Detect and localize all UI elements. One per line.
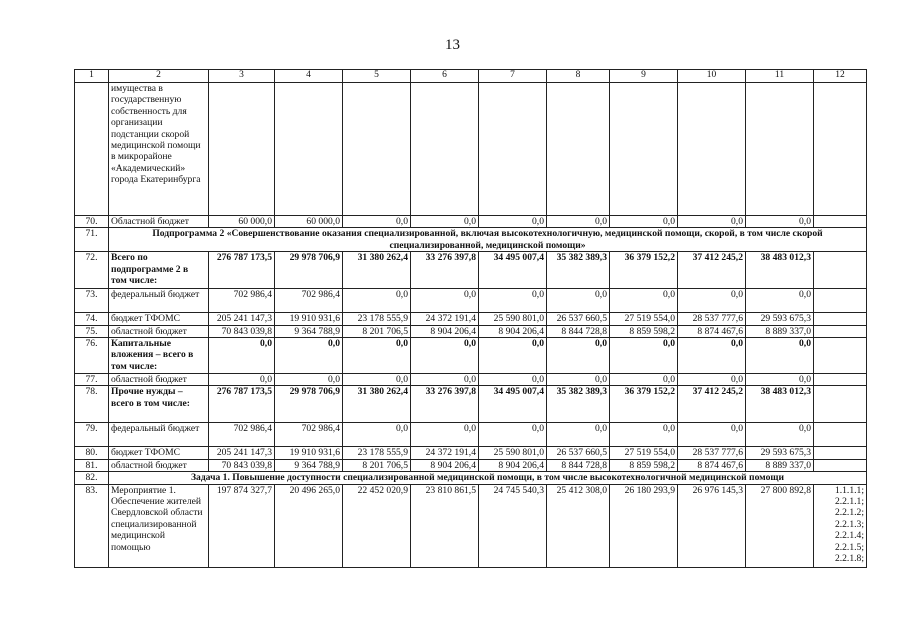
budget-value: 0,0 (746, 374, 814, 386)
budget-value: 24 745 540,3 (479, 484, 547, 567)
budget-value: 29 978 706,9 (275, 252, 343, 289)
empty-cell (678, 83, 746, 216)
budget-value: 35 382 389,3 (547, 252, 610, 289)
column-header-10: 10 (678, 70, 746, 83)
budget-value: 34 495 007,4 (479, 252, 547, 289)
row-number: 80. (75, 447, 109, 459)
budget-value: 23 178 555,9 (343, 447, 411, 459)
row-name: областной бюджет (109, 374, 209, 386)
target-indicator-refs (814, 325, 867, 337)
table-row (75, 447, 867, 459)
budget-value: 26 976 145,3 (678, 484, 746, 567)
budget-value: 205 241 147,3 (209, 313, 275, 325)
budget-value: 0,0 (411, 338, 479, 374)
budget-table (74, 69, 867, 568)
budget-value: 0,0 (275, 338, 343, 374)
budget-value: 26 537 660,5 (547, 313, 610, 325)
budget-value: 0,0 (610, 338, 678, 374)
budget-value: 8 904 206,4 (479, 459, 547, 471)
budget-value: 8 889 337,0 (746, 459, 814, 471)
empty-cell (814, 83, 867, 216)
budget-value: 19 910 931,6 (275, 447, 343, 459)
budget-value: 8 889 337,0 (746, 325, 814, 337)
budget-value: 8 904 206,4 (411, 459, 479, 471)
budget-value: 8 904 206,4 (411, 325, 479, 337)
budget-value: 70 843 039,8 (209, 459, 275, 471)
row-number: 75. (75, 325, 109, 337)
budget-value: 0,0 (479, 289, 547, 313)
budget-value: 205 241 147,3 (209, 447, 275, 459)
row-number: 71. (75, 228, 109, 252)
column-header-3: 3 (209, 70, 275, 83)
budget-value: 8 844 728,8 (547, 459, 610, 471)
budget-value: 0,0 (746, 338, 814, 374)
empty-cell (209, 83, 275, 216)
budget-value: 28 537 777,6 (678, 313, 746, 325)
budget-value: 27 800 892,8 (746, 484, 814, 567)
budget-value: 0,0 (411, 216, 479, 228)
table-row (75, 325, 867, 337)
budget-value: 8 874 467,6 (678, 459, 746, 471)
budget-value: 0,0 (678, 338, 746, 374)
budget-value: 28 537 777,6 (678, 447, 746, 459)
budget-value: 0,0 (343, 216, 411, 228)
budget-value: 31 380 262,4 (343, 386, 411, 423)
budget-value: 8 904 206,4 (479, 325, 547, 337)
row-number: 78. (75, 386, 109, 423)
budget-value: 29 593 675,3 (746, 447, 814, 459)
page-number: 13 (445, 37, 460, 53)
budget-value: 0,0 (343, 374, 411, 386)
budget-value: 33 276 397,8 (411, 252, 479, 289)
table-row (75, 386, 867, 423)
row-name: Мероприятие 1. Обеспечение жителей Свердловской области специализированной медицинской помощью (109, 484, 209, 567)
budget-value: 8 201 706,5 (343, 325, 411, 337)
column-header-7: 7 (479, 70, 547, 83)
budget-value: 0,0 (479, 338, 547, 374)
budget-value: 36 379 152,2 (610, 252, 678, 289)
budget-value: 8 201 706,5 (343, 459, 411, 471)
column-header-row (75, 70, 867, 83)
budget-value: 0,0 (678, 423, 746, 447)
budget-value: 36 379 152,2 (610, 386, 678, 423)
budget-value: 0,0 (343, 289, 411, 313)
table-row (75, 459, 867, 471)
target-indicator-refs (814, 423, 867, 447)
row-name: Прочие нужды – всего в том числе: (109, 386, 209, 423)
continued-row (75, 83, 867, 216)
budget-value: 0,0 (610, 423, 678, 447)
table-row (75, 289, 867, 313)
budget-value: 9 364 788,9 (275, 459, 343, 471)
empty-cell (547, 83, 610, 216)
budget-value: 0,0 (678, 289, 746, 313)
budget-value: 33 276 397,8 (411, 386, 479, 423)
budget-value: 31 380 262,4 (343, 252, 411, 289)
table-row (75, 423, 867, 447)
budget-value: 0,0 (547, 338, 610, 374)
budget-value: 0,0 (610, 374, 678, 386)
budget-value: 24 372 191,4 (411, 447, 479, 459)
budget-value: 0,0 (547, 374, 610, 386)
budget-value: 276 787 173,5 (209, 386, 275, 423)
empty-cell (411, 83, 479, 216)
table-row (75, 338, 867, 374)
row-name: федеральный бюджет (109, 289, 209, 313)
row-name: Капитальные вложения – всего в том числе: (109, 338, 209, 374)
budget-value: 0,0 (209, 374, 275, 386)
budget-table-body (75, 70, 867, 568)
budget-value: 0,0 (479, 423, 547, 447)
budget-value: 38 483 012,3 (746, 386, 814, 423)
budget-value: 25 590 801,0 (479, 313, 547, 325)
budget-value: 0,0 (343, 338, 411, 374)
target-indicator-refs (814, 313, 867, 325)
row-name: Областной бюджет (109, 216, 209, 228)
budget-value: 29 978 706,9 (275, 386, 343, 423)
row-name: Всего по подпрограмме 2 в том числе: (109, 252, 209, 289)
column-header-1: 1 (75, 70, 109, 83)
budget-value: 0,0 (547, 423, 610, 447)
budget-value: 23 178 555,9 (343, 313, 411, 325)
target-indicator-refs (814, 386, 867, 423)
budget-value: 38 483 012,3 (746, 252, 814, 289)
column-header-6: 6 (411, 70, 479, 83)
budget-value: 0,0 (343, 423, 411, 447)
budget-value: 0,0 (411, 374, 479, 386)
row-number: 70. (75, 216, 109, 228)
budget-value: 37 412 245,2 (678, 252, 746, 289)
column-header-11: 11 (746, 70, 814, 83)
empty-cell (610, 83, 678, 216)
budget-value: 0,0 (479, 216, 547, 228)
budget-value: 25 412 308,0 (547, 484, 610, 567)
budget-value: 0,0 (610, 216, 678, 228)
budget-value: 19 910 931,6 (275, 313, 343, 325)
row-number: 81. (75, 459, 109, 471)
row-name: областной бюджет (109, 459, 209, 471)
target-indicator-refs (814, 374, 867, 386)
row-name: федеральный бюджет (109, 423, 209, 447)
row-number: 82. (75, 472, 109, 484)
budget-value: 29 593 675,3 (746, 313, 814, 325)
budget-value: 0,0 (610, 289, 678, 313)
column-header-2: 2 (109, 70, 209, 83)
budget-value: 20 496 265,0 (275, 484, 343, 567)
row-name: имущества в государственную собственность для организации подстанции скорой медицинской помощи в микрорайоне «Академический» города Екатеринбурга (109, 83, 209, 216)
row-name: областной бюджет (109, 325, 209, 337)
budget-value: 8 859 598,2 (610, 325, 678, 337)
budget-value: 34 495 007,4 (479, 386, 547, 423)
column-header-4: 4 (275, 70, 343, 83)
budget-value: 702 986,4 (209, 289, 275, 313)
budget-value: 37 412 245,2 (678, 386, 746, 423)
empty-cell (343, 83, 411, 216)
budget-value: 60 000,0 (209, 216, 275, 228)
column-header-5: 5 (343, 70, 411, 83)
budget-value: 25 590 801,0 (479, 447, 547, 459)
budget-value: 702 986,4 (275, 289, 343, 313)
empty-cell (746, 83, 814, 216)
row-number (75, 83, 109, 216)
budget-value: 8 859 598,2 (610, 459, 678, 471)
column-header-9: 9 (610, 70, 678, 83)
budget-value: 0,0 (209, 338, 275, 374)
budget-value: 702 986,4 (209, 423, 275, 447)
budget-value: 0,0 (547, 289, 610, 313)
budget-value: 197 874 327,7 (209, 484, 275, 567)
table-row (75, 216, 867, 228)
budget-value: 26 537 660,5 (547, 447, 610, 459)
section-row (75, 472, 867, 484)
budget-value: 24 372 191,4 (411, 313, 479, 325)
budget-value: 0,0 (479, 374, 547, 386)
budget-value: 0,0 (746, 423, 814, 447)
target-indicator-refs (814, 252, 867, 289)
row-name: бюджет ТФОМС (109, 447, 209, 459)
budget-value: 702 986,4 (275, 423, 343, 447)
row-name: бюджет ТФОМС (109, 313, 209, 325)
table-row (75, 484, 867, 567)
empty-cell (275, 83, 343, 216)
section-title: Задача 1. Повышение доступности специализированной медицинской помощи, в том числе высокотехнологичной медицинской помощи (109, 472, 867, 484)
budget-value: 0,0 (678, 216, 746, 228)
section-row (75, 228, 867, 252)
target-indicator-refs (814, 459, 867, 471)
budget-value: 0,0 (275, 374, 343, 386)
target-indicator-refs (814, 338, 867, 374)
budget-value: 8 844 728,8 (547, 325, 610, 337)
budget-value: 27 519 554,0 (610, 447, 678, 459)
budget-value: 60 000,0 (275, 216, 343, 228)
row-number: 77. (75, 374, 109, 386)
budget-value: 22 452 020,9 (343, 484, 411, 567)
budget-value: 0,0 (746, 216, 814, 228)
target-indicator-refs: 1.1.1.1; 2.2.1.1; 2.2.1.2; 2.2.1.3; 2.2.1.4; 2.2.1.5; 2.2.1.8; (814, 484, 867, 567)
section-title: Подпрограмма 2 «Совершенствование оказания специализированной, включая высокотехнологичную, медицинской помощи, скорой, в том числе скорой специализированной, медицинской помощи» (109, 228, 867, 252)
budget-value: 26 180 293,9 (610, 484, 678, 567)
budget-value: 23 810 861,5 (411, 484, 479, 567)
target-indicator-refs (814, 216, 867, 228)
column-header-8: 8 (547, 70, 610, 83)
budget-value: 0,0 (746, 289, 814, 313)
budget-value: 276 787 173,5 (209, 252, 275, 289)
budget-value: 0,0 (411, 423, 479, 447)
budget-value: 9 364 788,9 (275, 325, 343, 337)
budget-value: 35 382 389,3 (547, 386, 610, 423)
row-number: 72. (75, 252, 109, 289)
row-number: 76. (75, 338, 109, 374)
row-number: 83. (75, 484, 109, 567)
row-number: 73. (75, 289, 109, 313)
row-number: 79. (75, 423, 109, 447)
budget-value: 8 874 467,6 (678, 325, 746, 337)
row-number: 74. (75, 313, 109, 325)
table-row (75, 252, 867, 289)
table-row (75, 313, 867, 325)
budget-value: 0,0 (411, 289, 479, 313)
budget-value: 70 843 039,8 (209, 325, 275, 337)
column-header-12: 12 (814, 70, 867, 83)
table-row (75, 374, 867, 386)
target-indicator-refs (814, 447, 867, 459)
budget-value: 0,0 (678, 374, 746, 386)
target-indicator-refs (814, 289, 867, 313)
budget-value: 27 519 554,0 (610, 313, 678, 325)
budget-value: 0,0 (547, 216, 610, 228)
empty-cell (479, 83, 547, 216)
